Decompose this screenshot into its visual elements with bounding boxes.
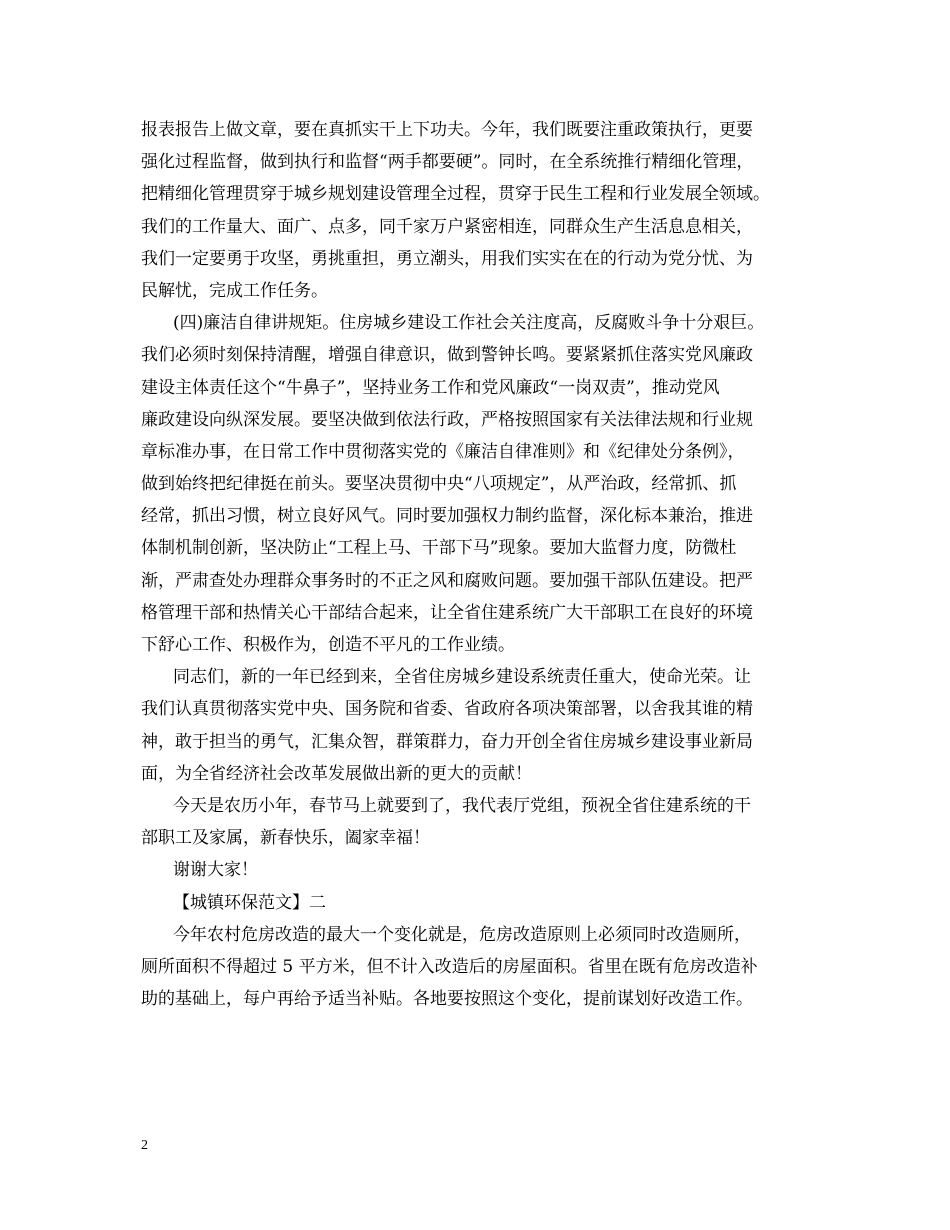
text-line: 助的基础上，每户再给予适当补贴。各地要按照这个变化，提前谋划好改造工作。 [141, 989, 753, 1010]
text-line: 做到始终把纪律挺在前头。要坚决贯彻中央“八项规定”，从严治政，经常抓、抓 [141, 474, 737, 495]
text-line: (四)廉洁自律讲规矩。住房城乡建设工作社会关注度高，反腐败斗争十分艰巨。 [173, 313, 765, 334]
text-line: 面，为全省经济社会改革发展做出新的更大的贡献！ [141, 763, 532, 784]
text-line: 把精细化管理贯穿于城乡规划建设管理全过程，贯穿于民生工程和行业发展全领域。 [141, 184, 770, 205]
text-line: 经常，抓出习惯，树立良好风气。同时要加强权力制约监督，深化标本兼治，推进 [141, 506, 753, 527]
text-line: 格管理干部和热情关心干部结合起来，让全省住建系统广大干部职工在良好的环境 [141, 602, 753, 623]
page-number: 2 [141, 1138, 148, 1153]
text-line: 同志们，新的一年已经到来，全省住房城乡建设系统责任重大，使命光荣。让 [173, 667, 751, 688]
text-line: 神，敢于担当的勇气，汇集众智，群策群力，奋力开创全省住房城乡建设事业新局 [141, 731, 753, 752]
text-line: 我们认真贯彻落实党中央、国务院和省委、省政府各项决策部署，以舍我其谁的精 [141, 699, 753, 720]
text-line: 强化过程监督，做到执行和监督“两手都要硬”。同时，在全系统推行精细化管理， [141, 152, 754, 173]
text-line: 我们必须时刻保持清醒，增强自律意识，做到警钟长鸣。要紧紧抓住落实党风廉政 [141, 345, 753, 366]
text-line: 廉政建设向纵深发展。要坚决做到依法行政，严格按照国家有关法律法规和行业规 [141, 409, 753, 430]
text-line: 厕所面积不得超过 5 平方米，但不计入改造后的房屋面积。省里在既有危房改造补 [141, 956, 758, 977]
document-body [141, 114, 817, 1015]
text-line: 章标准办事，在日常工作中贯彻落实党的《廉洁自律准则》和《纪律处分条例》， [141, 441, 745, 462]
text-line: 报表报告上做文章，要在真抓实干上下功夫。今年，我们既要注重政策执行，更要 [141, 120, 753, 140]
text-line: 谢谢大家！ [173, 860, 258, 881]
text-line: 民解忧，完成工作任务。 [141, 280, 328, 301]
text-line: 体制机制创新，坚决防止“工程上马、干部下马”现象。要加大监督力度，防微杜 [141, 538, 737, 559]
text-line: 今年农村危房改造的最大一个变化就是，危房改造原则上必须同时改造厕所， [173, 924, 751, 945]
text-line: 【城镇环保范文】二 [173, 892, 326, 913]
text-line: 今天是农历小年，春节马上就要到了，我代表厅党组，预祝全省住建系统的干 [173, 795, 751, 816]
text-line: 我们一定要勇于攻坚，勇挑重担，勇立潮头，用我们实实在在的行动为党分忧、为 [141, 248, 753, 269]
text-line: 我们的工作量大、面广、点多，同千家万户紧密相连，同群众生产生活息息相关， [141, 216, 753, 237]
text-line: 部职工及家属，新春快乐，阖家幸福！ [141, 828, 430, 849]
text-line: 渐，严肃查处办理群众事务时的不正之风和腐败问题。要加强干部队伍建设。把严 [141, 570, 753, 591]
text-line: 下舒心工作、积极作为，创造不平凡的工作业绩。 [141, 635, 515, 655]
text-line: 建设主体责任这个“牛鼻子”，坚持业务工作和党风廉政“一岗双责”，推动党风 [141, 377, 720, 398]
